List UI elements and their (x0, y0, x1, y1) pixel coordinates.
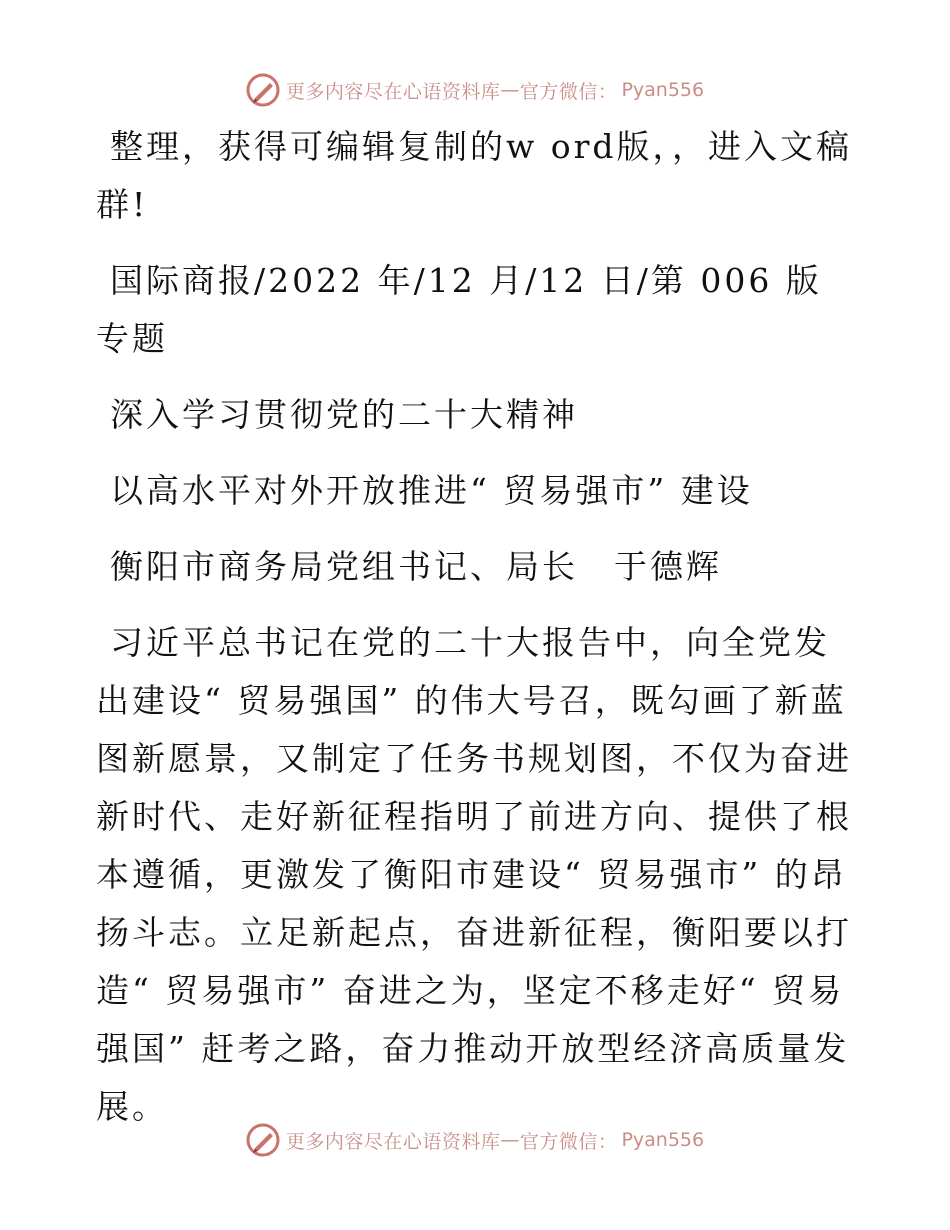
watermark-handle: Pyan556 (621, 79, 705, 101)
document-body (96, 118, 856, 1154)
source-line: 国际商报/2022 年/12 月/12 日/第 006 版专题 (96, 261, 822, 358)
intro-note: 整理，获得可编辑复制的w ord版，，进入文稿群! (96, 127, 853, 224)
watermark-dash: — (500, 1129, 520, 1151)
topic-heading: 深入学习贯彻党的二十大精神 (110, 395, 578, 434)
pen-logo-icon (246, 1123, 280, 1157)
watermark-handle: Pyan556 (621, 1129, 705, 1151)
author-line: 衡阳市商务局党组书记、局长 于德辉 (110, 547, 722, 586)
article-title: 以高水平对外开放推进“ 贸易强市” 建设 (110, 471, 753, 510)
footer-watermark (0, 1120, 950, 1160)
watermark-label: 官方微信： (519, 80, 618, 103)
watermark-text: 更多内容尽在心语资料库 (285, 1130, 501, 1153)
pen-logo-icon (246, 73, 280, 107)
watermark-label: 官方微信： (519, 1130, 618, 1153)
watermark-text: 更多内容尽在心语资料库 (285, 80, 501, 103)
watermark-dash: — (500, 79, 520, 101)
body-paragraph: 习近平总书记在党的二十大报告中，向全党发出建设“ 贸易强国” 的伟大号召，既勾画了新蓝图新愿景，又制定了任务书规划图，不仅为奋进新时代、走好新征程指明了前进方向、提供了根本遵循，更激发了衡阳市建设“ 贸易强市” 的昂扬斗志。立足新起点，奋进新征程，衡阳要以打造“ 贸易强市” 奋进之为，坚定不移走好“ 贸易强国” 赶考之路，奋力推动开放型经济高质量发展。 (96, 623, 852, 1126)
header-watermark (0, 70, 950, 110)
